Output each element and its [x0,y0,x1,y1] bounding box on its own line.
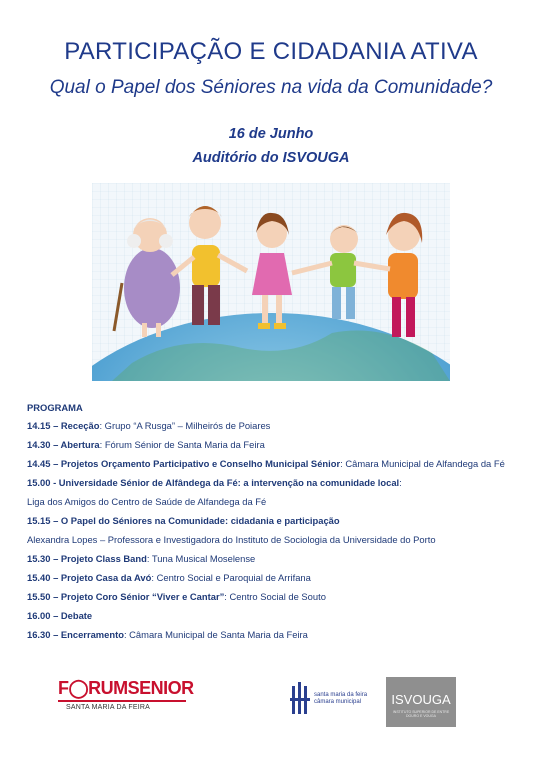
smf-line1: santa maria da feira [314,692,368,698]
program-item [27,609,527,628]
footer-logos [0,670,542,750]
program-item [27,533,527,552]
program-item-detail: : Grupo “A Rusga” – Milheirós de Poiares [99,420,271,431]
program-item-detail: : Centro Social de Souto [224,591,326,602]
program-item [27,476,527,495]
program-heading: PROGRAMA [27,402,83,413]
program-section [27,402,527,647]
program-item-detail: : Tuna Musical Moselense [146,553,256,564]
event-date: 16 de Junho [228,126,314,142]
program-item [27,571,527,590]
santa-maria-feira-logo [290,680,370,720]
program-item-detail: : Câmara Municipal de Santa Maria da Feira [123,629,308,640]
castle-emblem-icon [290,680,310,716]
program-item-time-title: 15.30 – Projeto Class Band [27,553,147,564]
event-title: PARTICIPAÇÃO E CIDADANIA ATIVA [64,38,478,65]
program-item-time-title: 14.15 – Receção [27,420,100,431]
forum-logo-prefix: F [58,678,69,698]
program-item-time-title: 14.30 – Abertura [27,439,100,450]
program-item [27,419,527,438]
program-item-detail: : [399,477,402,488]
program-item [27,495,527,514]
program-item-detail: Liga dos Amigos do Centro de Saúde de Alfandega da Fé [27,496,267,507]
program-item-detail: Alexandra Lopes – Professora e Investigadora do Instituto de Sociologia da Universidade do Porto [27,534,436,545]
forum-logo-circle-icon: ◯ [68,678,89,698]
isvouga-subtitle: INSTITUTO SUPERIOR DE ENTRE DOURO E VOUGA [392,710,450,718]
program-item-time-title: 16.00 – Debate [27,610,93,621]
program-item-detail: : Câmara Municipal de Alfandega da Fé [340,458,505,469]
program-item-time-title: 16.30 – Encerramento [27,629,124,640]
program-item-time-title: 15.40 – Projeto Casa da Avó [27,572,152,583]
program-item [27,590,527,609]
program-item [27,628,527,647]
program-item [27,457,527,476]
program-item [27,438,527,457]
event-venue: Auditório do ISVOUGA [192,150,350,166]
program-list [27,419,527,647]
family-illustration [92,183,450,381]
isvouga-name: ISVOUGA [391,692,451,707]
program-item-time-title: 15.50 – Projeto Coro Sénior “Viver e Cantar” [27,591,225,602]
forum-logo-word: RUMSENIOR [88,678,194,698]
program-item [27,514,527,533]
event-subtitle: Qual o Papel dos Séniores na vida da Comunidade? [49,77,493,98]
program-item-time-title: 14.45 – Projetos Orçamento Participativo e Conselho Municipal Sénior [27,458,341,469]
smf-line2: câmara municipal [314,699,362,705]
program-item [27,552,527,571]
program-item-detail: : Fórum Sénior de Santa Maria da Feira [99,439,265,450]
program-item-time-title: 15.15 – O Papel do Séniores na Comunidade: cidadania e participação [27,515,340,526]
forum-logo-subtitle: SANTA MARIA DA FEIRA [66,704,151,711]
program-item-time-title: 15.00 - Universidade Sénior de Alfândega da Fé: a intervenção na comunidade local [27,477,400,488]
forum-senior-logo [58,678,193,711]
isvouga-logo [386,677,456,727]
program-item-detail: : Centro Social e Paroquial de Arrifana [151,572,311,583]
